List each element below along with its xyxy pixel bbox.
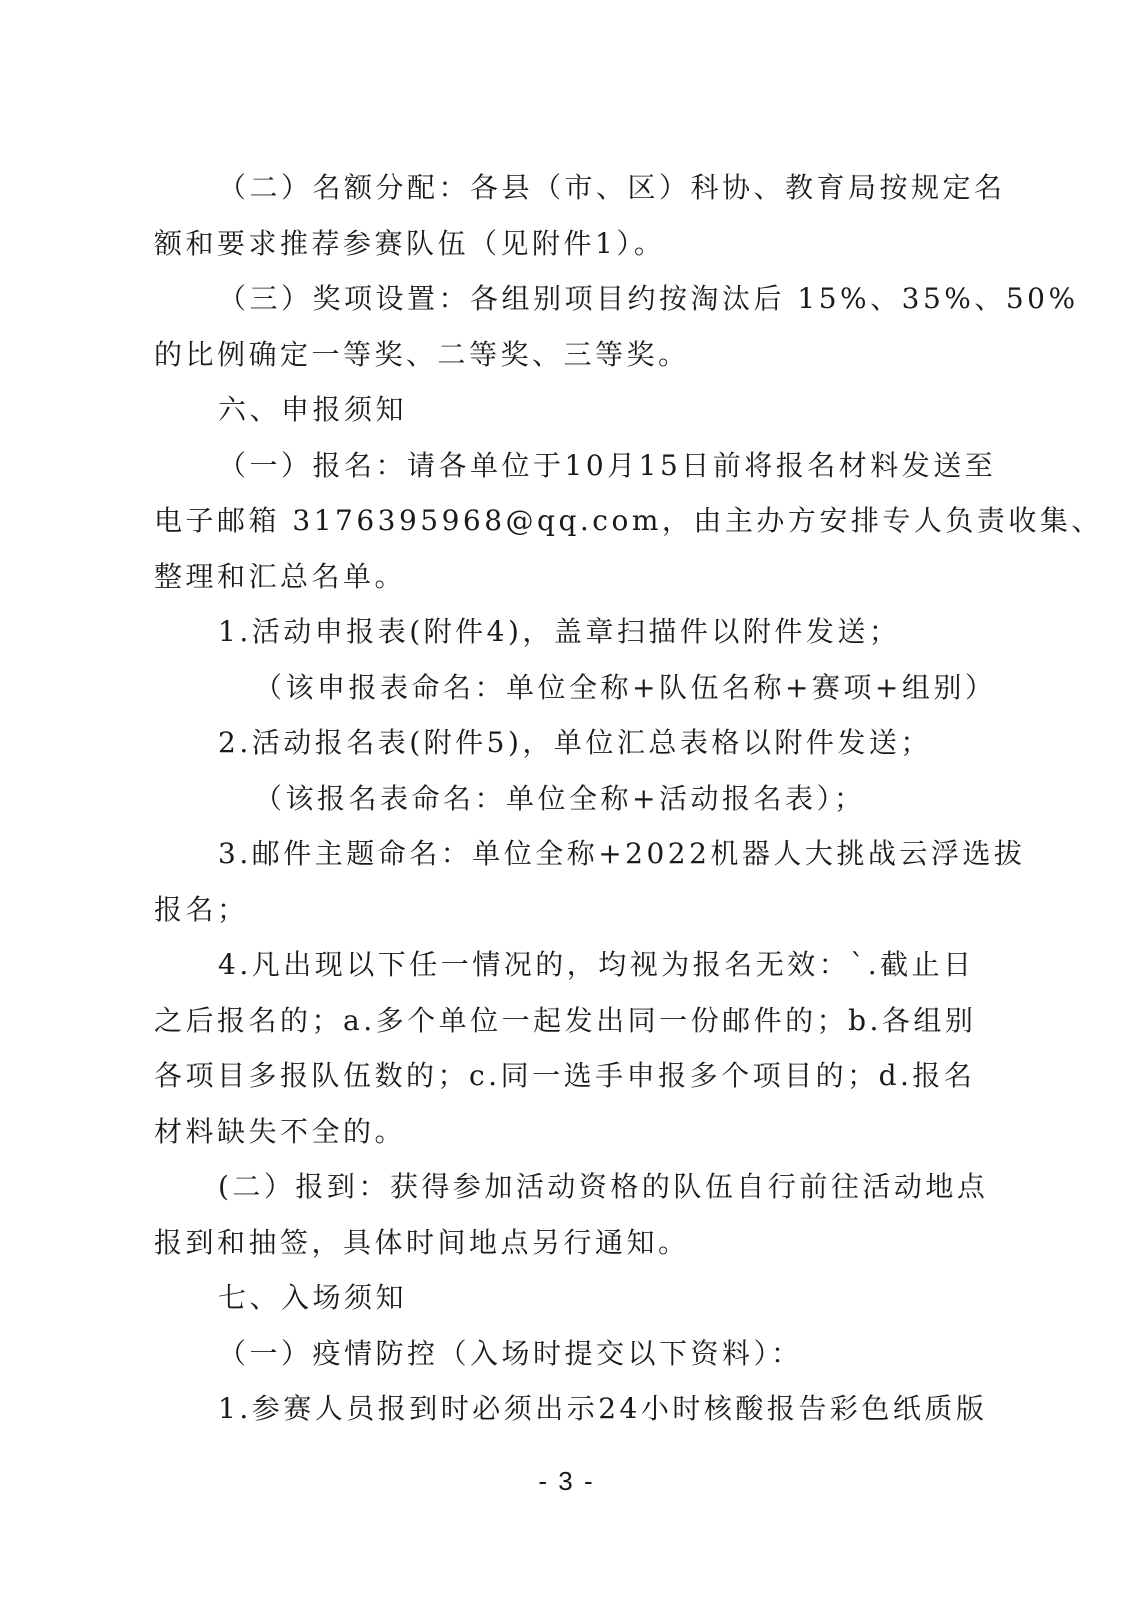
paragraph-quota-allocation: （二）名额分配：各县（市、区）科协、教育局按规定名 xyxy=(218,171,1006,204)
section-heading-application: 六、申报须知 xyxy=(218,393,408,426)
paragraph-award-setting: （三）奖项设置：各组别项目约按淘汰后 15%、35%、50% xyxy=(218,282,1079,315)
paragraph-registration: （一）报名：请各单位于10月15日前将报名材料发送至 xyxy=(218,448,997,482)
paragraph-registration-cont: 整理和汇总名单。 xyxy=(154,559,407,593)
list-item-email-subject-cont: 报名； xyxy=(154,892,249,926)
list-item-invalid-conditions-cont-3: 材料缺失不全的。 xyxy=(154,1114,407,1148)
list-item-invalid-conditions: 4.凡出现以下任一情况的，均视为报名无效：`.截止日 xyxy=(218,948,975,981)
list-item-invalid-conditions-cont-2: 各项目多报队伍数的；c.同一选手申报多个项目的；d.报名 xyxy=(154,1059,976,1092)
list-item-application-form: 1.活动申报表(附件4)，盖章扫描件以附件发送； xyxy=(218,615,901,648)
list-item-invalid-conditions-cont-1: 之后报名的；a.多个单位一起发出同一份邮件的；b.各组别 xyxy=(154,1003,977,1037)
list-item-registration-form-naming: （该报名表命名：单位全称+活动报名表）； xyxy=(254,781,866,815)
list-item-email-subject: 3.邮件主题命名：单位全称+2022机器人大挑战云浮选拔 xyxy=(218,837,1026,870)
list-item-application-form-naming: （该申报表命名：单位全称+队伍名称+赛项+组别） xyxy=(254,670,997,704)
list-item-nucleic-acid-report: 1.参赛人员报到时必须出示24小时核酸报告彩色纸质版 xyxy=(218,1392,988,1425)
page-number: - 3 - xyxy=(538,1466,595,1496)
paragraph-award-setting-cont: 的比例确定一等奖、二等奖、三等奖。 xyxy=(154,337,690,371)
paragraph-registration-email: 电子邮箱 3176395968@qq.com，由主办方安排专人负责收集、 xyxy=(154,504,1103,537)
paragraph-check-in: (二）报到：获得参加活动资格的队伍自行前往活动地点 xyxy=(218,1170,989,1203)
paragraph-epidemic-control: （一）疫情防控（入场时提交以下资料）： xyxy=(218,1336,803,1370)
document-body xyxy=(154,160,1103,1437)
section-heading-entry: 七、入场须知 xyxy=(218,1281,408,1314)
list-item-registration-form: 2.活动报名表(附件5)，单位汇总表格以附件发送； xyxy=(218,726,932,759)
paragraph-quota-allocation-cont: 额和要求推荐参赛队伍（见附件1）。 xyxy=(154,226,666,260)
paragraph-check-in-cont: 报到和抽签，具体时间地点另行通知。 xyxy=(154,1225,690,1259)
